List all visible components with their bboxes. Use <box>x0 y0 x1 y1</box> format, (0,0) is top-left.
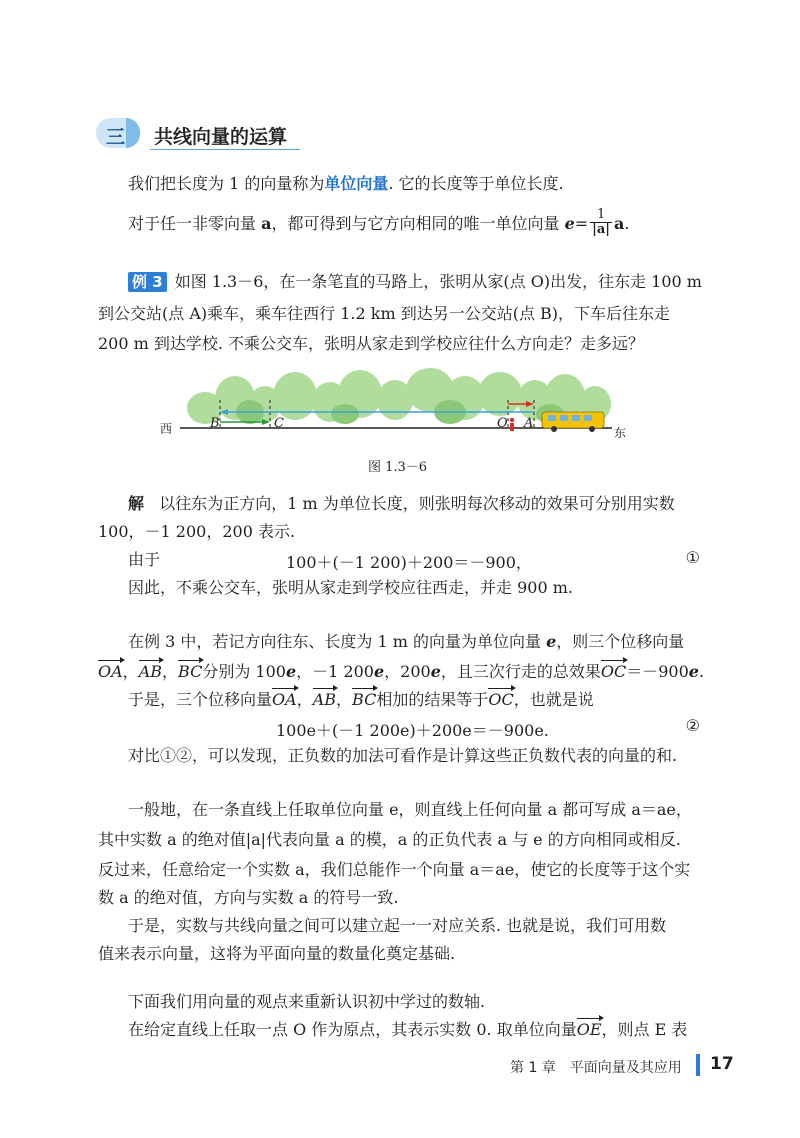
page-number: 17 <box>710 1054 734 1074</box>
fraction-numerator: 1 <box>596 207 606 222</box>
text: . 它的长度等于单位长度. <box>388 174 564 193</box>
text: ，都可得到与它方向相同的唯一单位向量 <box>271 214 565 233</box>
term-unit-vector: 单位向量 <box>324 174 389 193</box>
text: 我们把长度为 1 的向量称为 <box>128 174 325 193</box>
section-title: 共线向量的运算 <box>154 126 288 148</box>
fraction-denominator: |a| <box>592 222 611 237</box>
bus-icon <box>542 412 604 432</box>
text: 对于任一非零向量 <box>128 214 262 233</box>
equation-2: 100e＋(－1 200e)＋200e＝－900e. <box>276 721 549 740</box>
vector-AB: AB <box>312 690 337 709</box>
text: 以往东为正方向，1 m 为单位长度，则张明每次移动的效果可分别用实数 <box>159 494 675 513</box>
text: 如图 1.3－6，在一条笔直的马路上，张明从家(点 O)出发，往东走 100 m <box>174 272 702 291</box>
vector-BC: BC <box>178 662 203 681</box>
footer-chapter: 第 1 章 平面向量及其应用 <box>510 1060 682 1076</box>
para2-line-2: OA，AB，BC分别为 100e，－1 200e，200e，且三次行走的总效果OC＝－900e. <box>98 662 705 681</box>
vector-OC: OC <box>600 662 627 681</box>
figure-label-west: 西 <box>160 422 173 436</box>
para3-line-3: 反过来，任意给定一个实数 a，我们总能作一个向量 a＝ae，使它的长度等于这个实 <box>98 860 691 879</box>
figure-label-A: A <box>524 416 534 431</box>
para3-line-6: 值来表示向量，这将为平面向量的数量化奠定基础. <box>98 944 456 963</box>
vector-e: e <box>285 662 297 681</box>
figure-label-B: B <box>210 416 220 431</box>
figure-label-O: O <box>497 416 508 431</box>
section-underline <box>150 149 300 150</box>
solution-line-1 <box>128 494 700 514</box>
example-badge <box>128 272 167 292</box>
figure-label-east: 东 <box>614 426 627 440</box>
text: ，200 <box>384 662 431 681</box>
text: ，也就是说 <box>513 690 594 709</box>
vector-AB: AB <box>138 662 162 681</box>
text: 在例 3 中，若记方向往东、长度为 1 m 的向量为单位向量 <box>128 632 547 651</box>
text: 分别为 100 <box>202 662 286 681</box>
text: . <box>624 214 630 233</box>
text: ，－1 200 <box>296 662 374 681</box>
para3-line-4: 数 a 的绝对值，方向与实数 a 的符号一致. <box>98 888 399 907</box>
footer-divider <box>696 1054 700 1076</box>
text: 在给定直线上任取一点 O 作为原点，其表示实数 0. 取单位向量 <box>128 1020 577 1039</box>
vector-OE: OE <box>576 1020 602 1039</box>
example-line-3: 200 m 到达学校. 不乘公交车，张明从家走到学校应往什么方向走？走多远？ <box>98 334 645 353</box>
section-numeral: 三 <box>106 126 126 148</box>
vector-BC: BC <box>352 690 377 709</box>
para2-line-4: 对比①②，可以发现，正负数的加法可看作是计算这些正负数代表的向量的和. <box>128 746 678 765</box>
equation-2-number: ② <box>685 716 700 735</box>
figure-road-diagram <box>150 368 630 440</box>
figure-caption: 图 1.3－6 <box>368 460 428 475</box>
text: 于是，三个位移向量 <box>128 690 273 709</box>
para3-line-5: 于是，实数与共线向量之间可以建立起一一对应关系. 也就是说，我们可用数 <box>128 916 667 935</box>
vector-e: e <box>564 214 575 233</box>
vector-e: e <box>373 662 385 681</box>
equation-1-number: ① <box>685 548 700 567</box>
solution-line-2: 100，－1 200，200 表示. <box>98 522 296 541</box>
example-line-2: 到公交站(点 A)乘车，乘车往西行 1.2 km 到达另一公交站(点 B)，下车后往东走 <box>98 304 671 323</box>
text: ，则点 E 表 <box>601 1020 688 1039</box>
section-numeral-badge-edge <box>126 118 140 148</box>
vector-a: a <box>614 214 625 233</box>
text: 相加的结果等于 <box>376 690 489 709</box>
para3-line-2: 其中实数 a 的绝对值|a|代表向量 a 的模，a 的正负代表 a 与 e 的方向相同或相反. <box>98 830 681 849</box>
intro-line-1 <box>128 174 700 194</box>
example-number: 3 <box>152 273 163 291</box>
para2-line-1 <box>128 632 700 652</box>
para3-line-1: 一般地，在一条直线上任取单位向量 e，则直线上任何向量 a 都可写成 a＝ae， <box>128 800 692 819</box>
para2-line-3: 于是，三个位移向量OA，AB，BC相加的结果等于OC，也就是说 <box>128 690 594 709</box>
example-word: 例 <box>132 273 148 291</box>
para4-line-2 <box>128 1020 700 1040</box>
vector-OA: OA <box>98 662 123 681</box>
vector-OC: OC <box>488 690 514 709</box>
text: ，则三个位移向量 <box>556 632 685 651</box>
solution-conclusion: 因此，不乘公交车，张明从家走到学校应往西走，并走 900 m. <box>128 578 573 597</box>
vector-e: e <box>430 662 441 681</box>
para4-line-1: 下面我们用向量的观点来重新认识初中学过的数轴. <box>128 992 486 1011</box>
walker-icon <box>510 418 514 431</box>
figure-label-C: C <box>274 416 284 431</box>
vector-e: e <box>546 632 557 651</box>
intro-line-2 <box>128 207 700 239</box>
solution-because: 由于 <box>128 550 161 569</box>
solution-label: 解 <box>128 494 145 513</box>
text: ＝－900 <box>626 662 689 681</box>
example-line-1 <box>128 272 700 292</box>
text: ，且三次行走的总效果 <box>440 662 601 681</box>
vector-e: e <box>688 662 699 681</box>
text: = <box>574 214 589 233</box>
equation-1: 100＋(－1 200)＋200＝－900， <box>286 553 532 572</box>
fraction <box>590 208 612 237</box>
section-header <box>96 116 306 152</box>
vector-OA: OA <box>272 690 297 709</box>
vector-a: a <box>261 214 272 233</box>
